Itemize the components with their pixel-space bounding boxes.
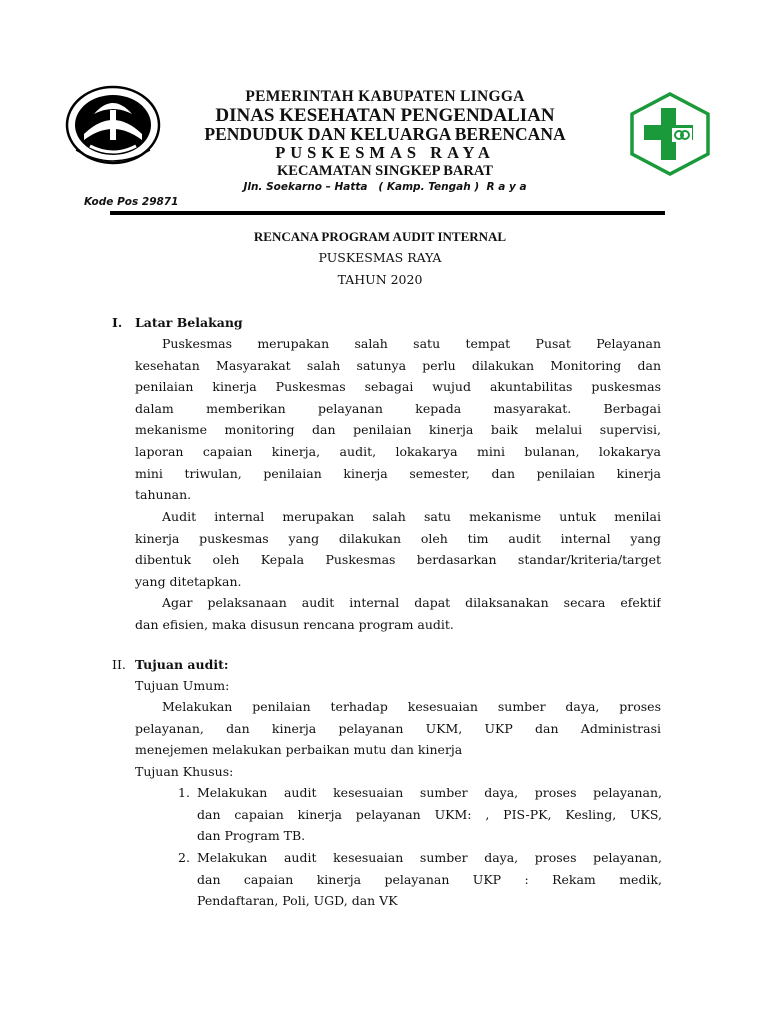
text-line: yang ditetapkan. [135,573,242,589]
text-line: dan capaian kinerja pelayanan UKM: , PIS-PK, Kesling, UKS, [197,806,662,822]
list-item-number: 1. [178,785,190,800]
list-item [178,847,662,912]
background-paragraph-1 [135,333,661,506]
text-line: Melakukan audit kesesuaian sumber daya, proses pelayanan, [197,850,662,865]
text-line: Melakukan penilaian terhadap kesesuaian sumber daya, proses [162,699,661,714]
letterhead-divider [110,211,665,215]
text-line: dan efisien, maka disusun rencana program audit. [135,616,454,632]
text-line: dibentuk oleh Kepala Puskesmas berdasarkan standar/kriteria/target [135,552,661,568]
text-line: pelayanan, dan kinerja pelayanan UKM, UKP dan Administrasi [135,720,661,736]
letterhead-district: KECAMATAN SINGKEP BARAT [277,163,493,179]
text-line: penilaian kinerja Puskesmas sebagai wujud akuntabilitas puskesmas [135,379,661,395]
text-line: Agar pelaksanaan audit internal dapat dilaksanakan secara efektif [162,595,661,610]
text-line: dan capaian kinerja pelayanan UKP : Rekam medik, [197,871,662,887]
text-line: kesehatan Masyarakat salah satunya perlu dilakukan Monitoring dan [135,357,661,373]
background-paragraph-3 [135,592,661,635]
text-line: laporan capaian kinerja, audit, lokakarya mini bulanan, lokakarya [135,443,661,459]
text-line: dalam memberikan pelayanan kepada masyarakat. Berbagai [135,400,661,416]
section-title: Latar Belakang [135,315,243,330]
letterhead-address: Jln. Soekarno – Hatta ( Kamp. Tengah ) R a y a [243,181,527,193]
text-line: Melakukan audit kesesuaian sumber daya, proses pelayanan, [197,785,662,800]
list-item-number: 2. [178,850,190,865]
section-heading-background [112,315,243,330]
specific-objective-label: Tujuan Khusus: [135,764,234,779]
section-number: II. [112,657,126,672]
document-title: RENCANA PROGRAM AUDIT INTERNAL [253,229,507,244]
regency-emblem-logo [64,84,162,166]
letterhead-health-center: PUSKESMAS RAYA [275,143,495,162]
general-objective-label: Tujuan Umum: [135,678,230,693]
section-number: I. [112,315,123,330]
section-title: Tujuan audit: [135,657,229,672]
text-line: mini triwulan, penilaian kinerja semester, dan penilaian kinerja [135,465,661,481]
list-item [178,782,662,847]
text-line: kinerja puskesmas yang dilakukan oleh tim audit internal yang [135,530,661,546]
background-paragraph-2 [135,506,661,592]
text-line: menejemen melakukan perbaikan mutu dan kinerja [135,742,463,758]
text-line: Pendaftaran, Poli, UGD, dan VK [197,893,398,909]
letterhead-government: PEMERINTAH KABUPATEN LINGGA [245,88,525,105]
document-year: TAHUN 2020 [337,272,423,287]
general-objective-paragraph [135,696,661,761]
health-center-cross-logo [628,92,712,176]
document-organization: PUSKESMAS RAYA [318,250,442,265]
postal-code: Kode Pos 29871 [84,196,179,208]
text-line: Audit internal merupakan salah satu mekanisme untuk menilai [162,509,661,524]
text-line: dan Program TB. [197,828,306,844]
text-line: mekanisme monitoring dan penilaian kinerja baik melalui supervisi, [135,422,661,438]
text-line: Puskesmas merupakan salah satu tempat Pusat Pelayanan [162,336,661,351]
section-heading-objectives [112,657,228,672]
letterhead-agency: DINAS KESEHATAN PENGENDALIAN [215,105,555,126]
text-line: tahunan. [135,487,192,503]
letterhead-agency-cont: PENDUDUK DAN KELUARGA BERENCANA [204,124,566,144]
